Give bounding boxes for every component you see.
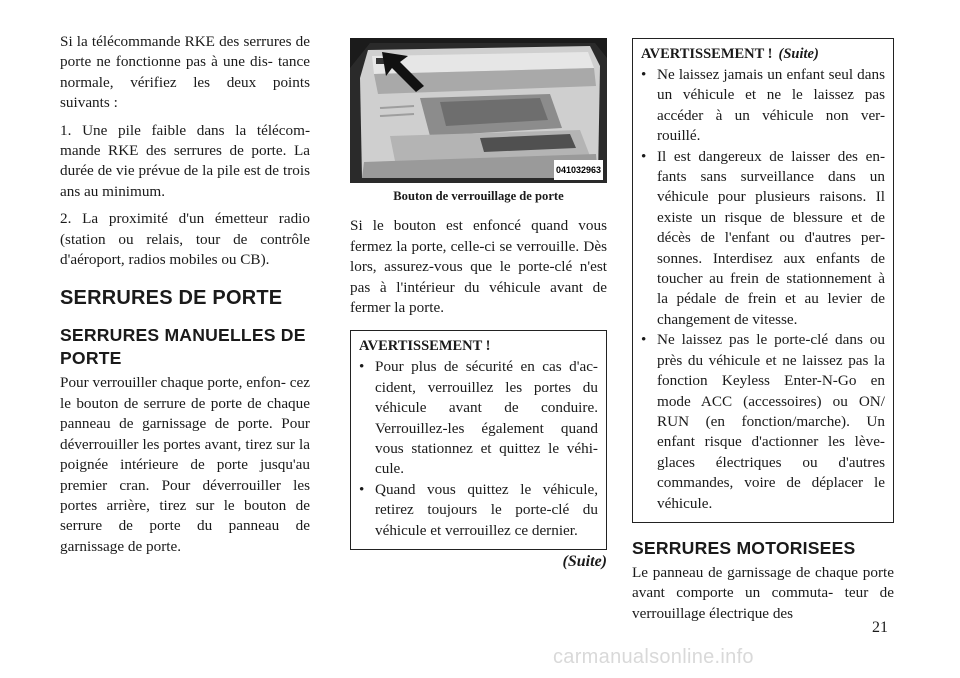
watermark: carmanualsonline.info — [553, 646, 754, 668]
column-middle — [350, 38, 607, 573]
warning-item: • Ne laissez jamais un enfant seul dans un véhicule et ne le laissez pas accéder à un véhicule non ver- rouillé. — [641, 66, 885, 145]
page-number: 21 — [872, 619, 888, 636]
arrow-icon — [378, 48, 428, 100]
column-right — [632, 38, 894, 624]
bullet-icon: • — [359, 480, 365, 498]
lock-button-paragraph: Si le bouton est enfoncé quand vous fermez la porte, celle-ci se verrouille. Dès lors, assurez-vous que le porte-clé n'est pas à l'intérieur du véhicule avant de fermer la porte. — [350, 217, 607, 317]
list-item-2: 2. La proximité d'un émetteur radio (station ou relais, tour de contrôle d'aéroport, radios mobiles ou CB). — [60, 210, 310, 269]
warning-item: • Il est dangereux de laisser des en- fants sans surveillance dans un véhicule pour plusieurs raisons. Il existe un risque de blessure et de décès de l'enfant ou d'autres per- sonnes. Interdisez aux enfants de toucher au frein de stationnement à la pédale de frein et au levier de changement de vitesse. — [641, 147, 885, 328]
warning-title: AVERTISSEMENT ! — [359, 338, 491, 355]
bullet-icon: • — [641, 331, 647, 349]
warning-item: • Quand vous quittez le véhicule, retirez toujours le porte-clé du véhicule et verrouillez ce dernier. — [359, 480, 598, 539]
warning-item: • Pour plus de sécurité en cas d'ac- cident, verrouillez les portes du véhicule avant de conduire. Verrouillez-les également quand vous stationnez et quittez le véhi- cule. — [359, 358, 598, 478]
bullet-icon: • — [641, 66, 647, 83]
continued-label-inline: (Suite) — [778, 46, 819, 62]
list-item-1: 1. Une pile faible dans la télécom- mande RKE des serrures de porte. La durée de vie prévue de la pile est de trois ans au minimum. — [60, 121, 310, 200]
column-left — [60, 32, 310, 557]
intro-paragraph: Si la télécommande RKE des serrures de porte ne fonctionne pas à une dis- tance normale, vérifiez les deux points suivants : — [60, 33, 310, 112]
warning-list — [359, 357, 598, 541]
warning-title-continued: AVERTISSEMENT ! (Suite) — [641, 46, 819, 62]
manual-locks-paragraph: Pour verrouiller chaque porte, enfon- cez le bouton de serrure de porte de chaque panneau de garnissage de porte. Pour déverrouiller les portes avant, tirez sur la poignée intérieure de porte jusqu'au premier cran. Pour déverrouiller les portes arrière, tirez sur le bouton de serrure de porte du panneau de garnissage de porte. — [60, 374, 310, 555]
bullet-icon: • — [641, 147, 647, 165]
door-lock-figure — [350, 38, 607, 183]
warning-box — [350, 330, 607, 550]
warning-item: • Ne laissez pas le porte-clé dans ou près du véhicule et ne laissez pas la fonction Keyless Enter-N-Go en mode ACC (accessoires) ou ON/ RUN (en fonction/marche). Un enfant risque d'actionner les lève- glaces électriques ou d'autres commandes, voire de déplacer le véhicule. — [641, 331, 885, 512]
bullet-icon: • — [359, 358, 365, 376]
figure-caption: Bouton de verrouillage de porte — [393, 189, 564, 203]
warning-list — [641, 65, 885, 514]
warning-box-continued — [632, 38, 894, 523]
subsection-heading-serrures-manuelles: SERRURES MANUELLES DE PORTE — [60, 325, 306, 369]
section-heading-serrures-de-porte: SERRURES DE PORTE — [60, 287, 283, 310]
figure-code: 041032963 — [554, 160, 603, 180]
section-heading-serrures-motorisees: SERRURES MOTORISEES — [632, 537, 856, 558]
power-locks-paragraph: Le panneau de garnissage de chaque porte avant comporte un commuta- teur de verrouillage électrique des — [632, 563, 894, 622]
continued-label: (Suite) — [562, 553, 607, 571]
